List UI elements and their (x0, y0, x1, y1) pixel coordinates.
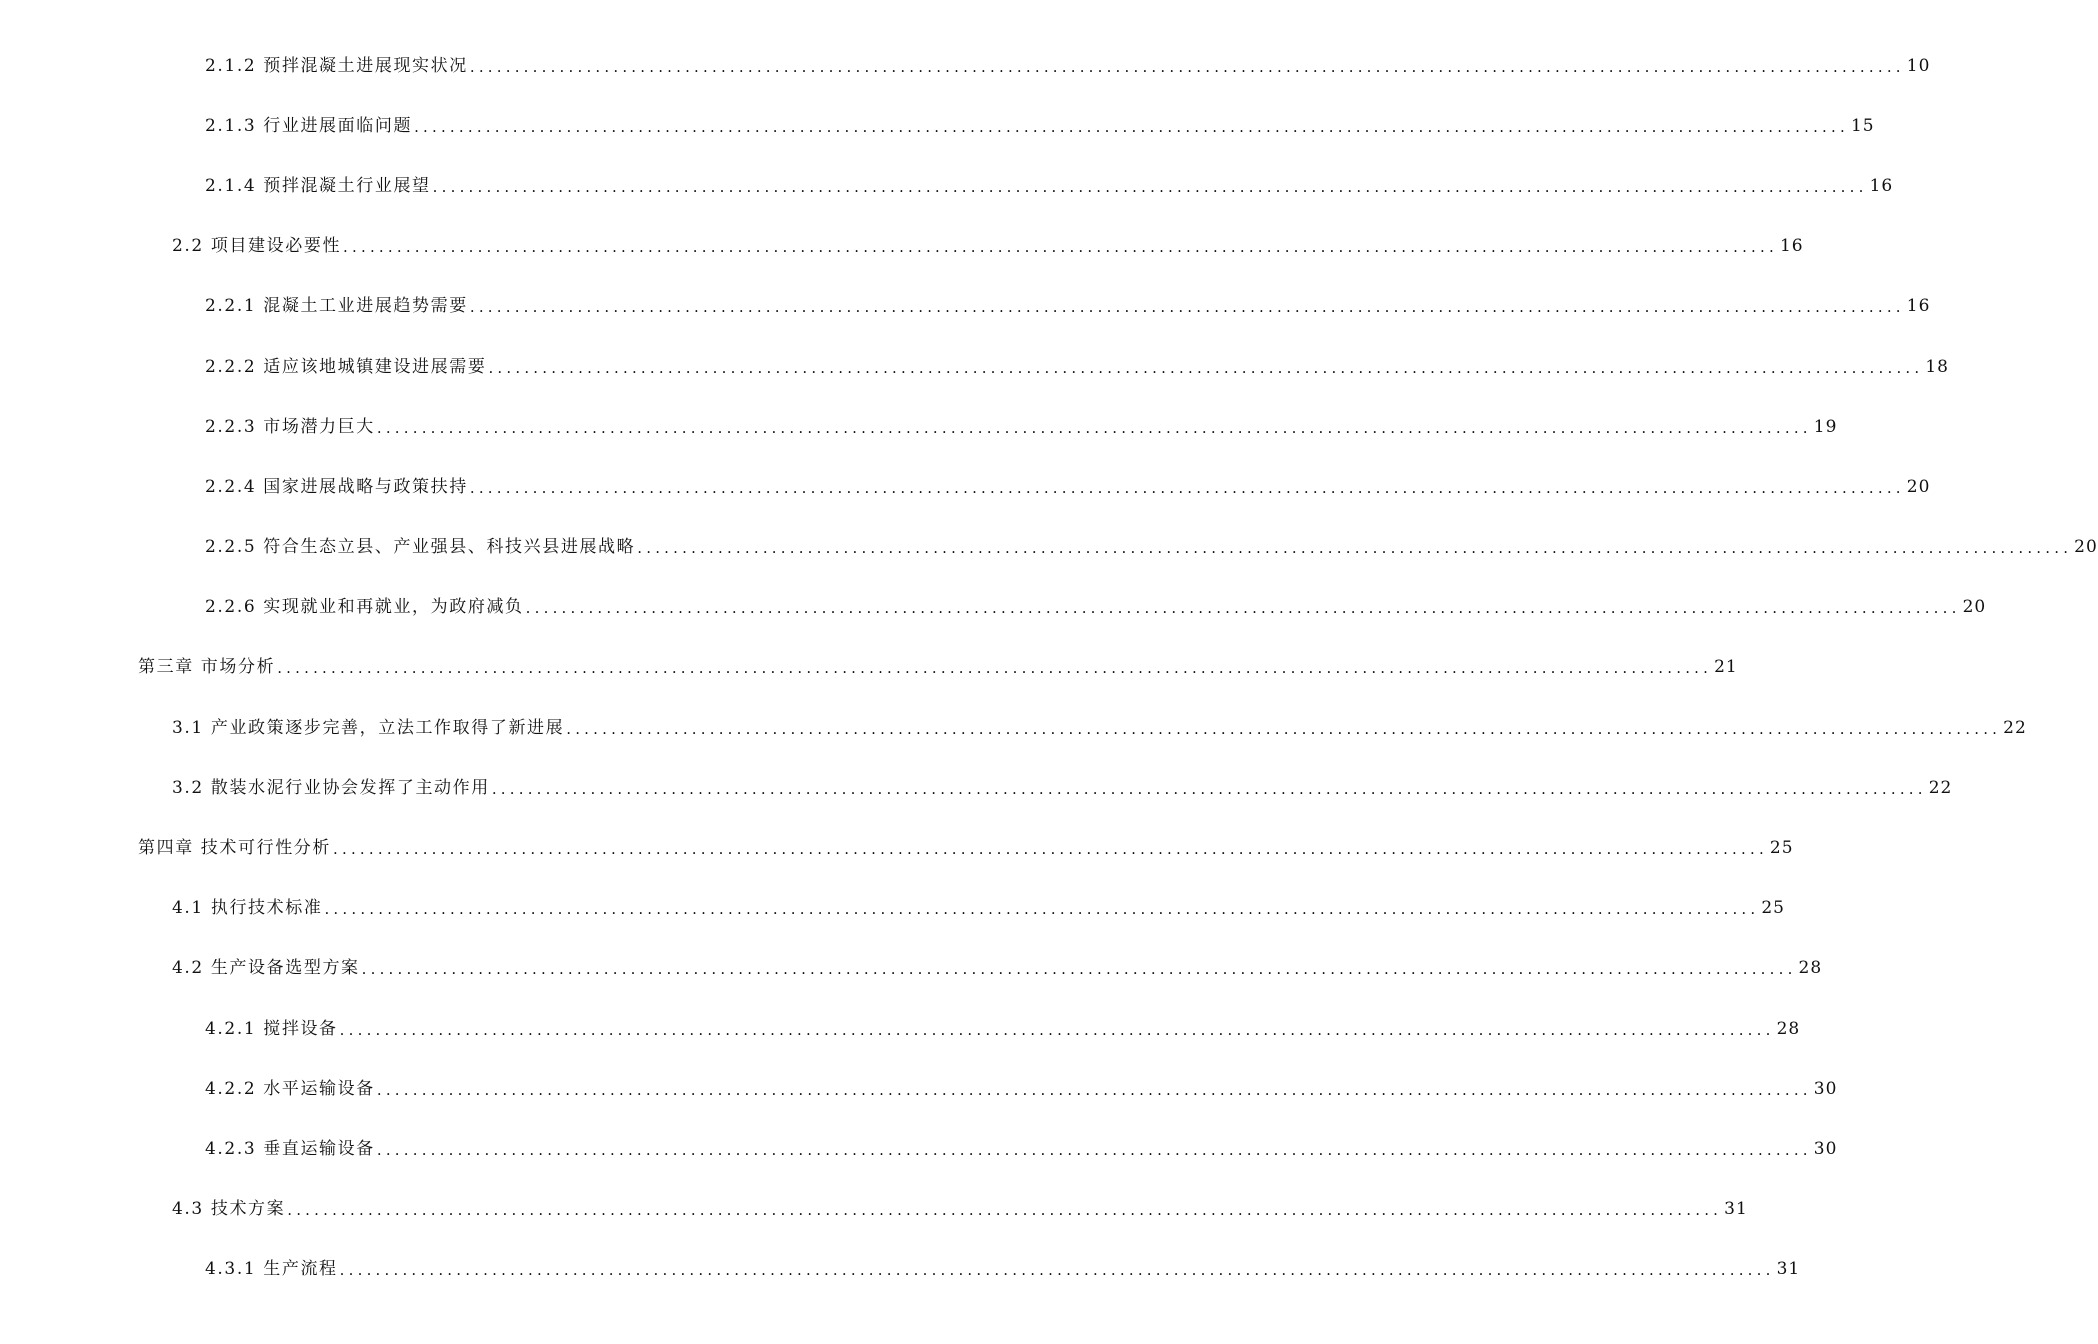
toc-entry-title: 4.3.1 生产流程 (205, 1259, 338, 1280)
toc-entry[interactable] (0, 518, 2098, 578)
toc-page-number: 25 (1769, 838, 1794, 859)
toc-dot-leader: ................................................................................................................................................................ (414, 117, 1849, 136)
toc-entry[interactable] (0, 397, 1838, 457)
toc-page-number: 31 (1776, 1259, 1801, 1280)
toc-entry[interactable] (0, 1240, 1801, 1300)
toc-page-number: 16 (1906, 296, 1931, 317)
toc-entry-title: 2.1.3 行业进展面临问题 (205, 115, 413, 136)
toc-entry[interactable] (0, 758, 1953, 818)
toc-dot-leader: ................................................................................................................................................................ (339, 1020, 1775, 1039)
toc-dot-leader: ................................................................................................................................................................ (287, 1201, 1723, 1220)
toc-dot-leader: ................................................................................................................................................................ (491, 779, 1927, 798)
toc-dot-leader: ................................................................................................................................................................ (324, 900, 1760, 919)
toc-dot-leader: ................................................................................................................................................................ (376, 418, 1812, 437)
toc-entry[interactable] (0, 36, 1931, 96)
toc-entry[interactable] (0, 578, 1987, 638)
toc-page-number: 21 (1714, 657, 1738, 678)
toc-dot-leader: ................................................................................................................................................................ (376, 1140, 1812, 1159)
toc-dot-leader: ................................................................................................................................................................ (637, 539, 2073, 558)
toc-entry-title: 2.2.6 实现就业和再就业，为政府减负 (205, 597, 524, 618)
toc-entry-title: 2.2.5 符合生态立县、产业强县、科技兴县进展战略 (205, 537, 636, 558)
toc-entry[interactable] (0, 698, 2027, 758)
toc-dot-leader: ................................................................................................................................................................ (469, 57, 1905, 76)
toc-entry[interactable] (0, 156, 1894, 216)
toc-entry-title: 2.2.4 国家进展战略与政策扶持 (205, 476, 468, 497)
toc-entry-title: 3.1 产业政策逐步完善，立法工作取得了新进展 (172, 717, 565, 738)
toc-dot-leader: ................................................................................................................................................................ (343, 238, 1778, 257)
toc-entry-title: 3.2 散装水泥行业协会发挥了主动作用 (172, 777, 490, 798)
toc-page-number: 25 (1761, 898, 1785, 919)
toc-entry-title: 4.2.3 垂直运输设备 (205, 1138, 375, 1159)
toc-entry-title: 4.1 执行技术标准 (172, 898, 323, 919)
toc-page-number: 18 (1925, 356, 1949, 377)
toc-entry-title: 第三章 市场分析 (138, 657, 276, 678)
toc-dot-leader: ................................................................................................................................................................ (469, 478, 1905, 497)
toc-page-number: 19 (1813, 416, 1838, 437)
toc-entry[interactable] (0, 1180, 1748, 1240)
toc-entry-title: 4.3 技术方案 (172, 1199, 286, 1220)
toc-dot-leader: ................................................................................................................................................................ (566, 719, 2002, 738)
toc-entry[interactable] (0, 939, 1823, 999)
toc-entry-title: 4.2.1 搅拌设备 (205, 1018, 338, 1039)
toc-page-number: 20 (1906, 476, 1931, 497)
toc-entry-title: 4.2 生产设备选型方案 (172, 958, 360, 979)
toc-entry-title: 2.1.4 预拌混凝土行业展望 (205, 175, 431, 196)
toc-entry-title: 2.2.3 市场潜力巨大 (205, 416, 375, 437)
toc-dot-leader: ................................................................................................................................................................ (339, 1261, 1775, 1280)
table-of-contents (0, 36, 2098, 1300)
toc-page-number: 22 (2003, 717, 2027, 738)
toc-entry-title: 2.2.2 适应该地城镇建设进展需要 (205, 356, 487, 377)
toc-page-number: 20 (2074, 537, 2098, 558)
toc-entry-title: 第四章 技术可行性分析 (138, 838, 332, 859)
toc-page-number: 20 (1962, 597, 1987, 618)
toc-entry-title: 2.2 项目建设必要性 (172, 236, 342, 257)
toc-dot-leader: ................................................................................................................................................................ (333, 840, 1768, 859)
toc-entry-title: 2.2.1 混凝土工业进展趋势需要 (205, 296, 468, 317)
toc-entry[interactable] (0, 999, 1801, 1059)
toc-entry[interactable] (0, 457, 1931, 517)
toc-dot-leader: ................................................................................................................................................................ (469, 298, 1905, 317)
toc-page-number: 28 (1798, 958, 1823, 979)
toc-entry[interactable] (0, 638, 1738, 698)
toc-dot-leader: ................................................................................................................................................................ (432, 177, 1868, 196)
toc-page-number: 28 (1776, 1018, 1801, 1039)
toc-entry[interactable] (0, 217, 1804, 277)
toc-page-number: 30 (1813, 1078, 1838, 1099)
toc-dot-leader: ................................................................................................................................................................ (376, 1080, 1812, 1099)
toc-page-number: 30 (1813, 1138, 1838, 1159)
toc-page-number: 31 (1724, 1199, 1748, 1220)
toc-entry[interactable] (0, 1059, 1838, 1119)
toc-page-number: 15 (1850, 115, 1875, 136)
toc-dot-leader: ................................................................................................................................................................ (277, 659, 1713, 678)
toc-entry-title: 2.1.2 预拌混凝土进展现实状况 (205, 55, 468, 76)
toc-dot-leader: ................................................................................................................................................................ (361, 960, 1797, 979)
toc-entry-title: 4.2.2 水平运输设备 (205, 1078, 375, 1099)
toc-entry[interactable] (0, 1119, 1838, 1179)
toc-page-number: 16 (1869, 175, 1894, 196)
toc-entry[interactable] (0, 879, 1785, 939)
toc-entry[interactable] (0, 818, 1794, 878)
toc-entry[interactable] (0, 337, 1949, 397)
toc-entry[interactable] (0, 96, 1875, 156)
toc-page-number: 22 (1928, 777, 1953, 798)
toc-dot-leader: ................................................................................................................................................................ (488, 358, 1924, 377)
toc-entry[interactable] (0, 277, 1931, 337)
toc-page-number: 16 (1779, 236, 1804, 257)
toc-dot-leader: ................................................................................................................................................................ (525, 599, 1961, 618)
toc-page-number: 10 (1906, 55, 1931, 76)
